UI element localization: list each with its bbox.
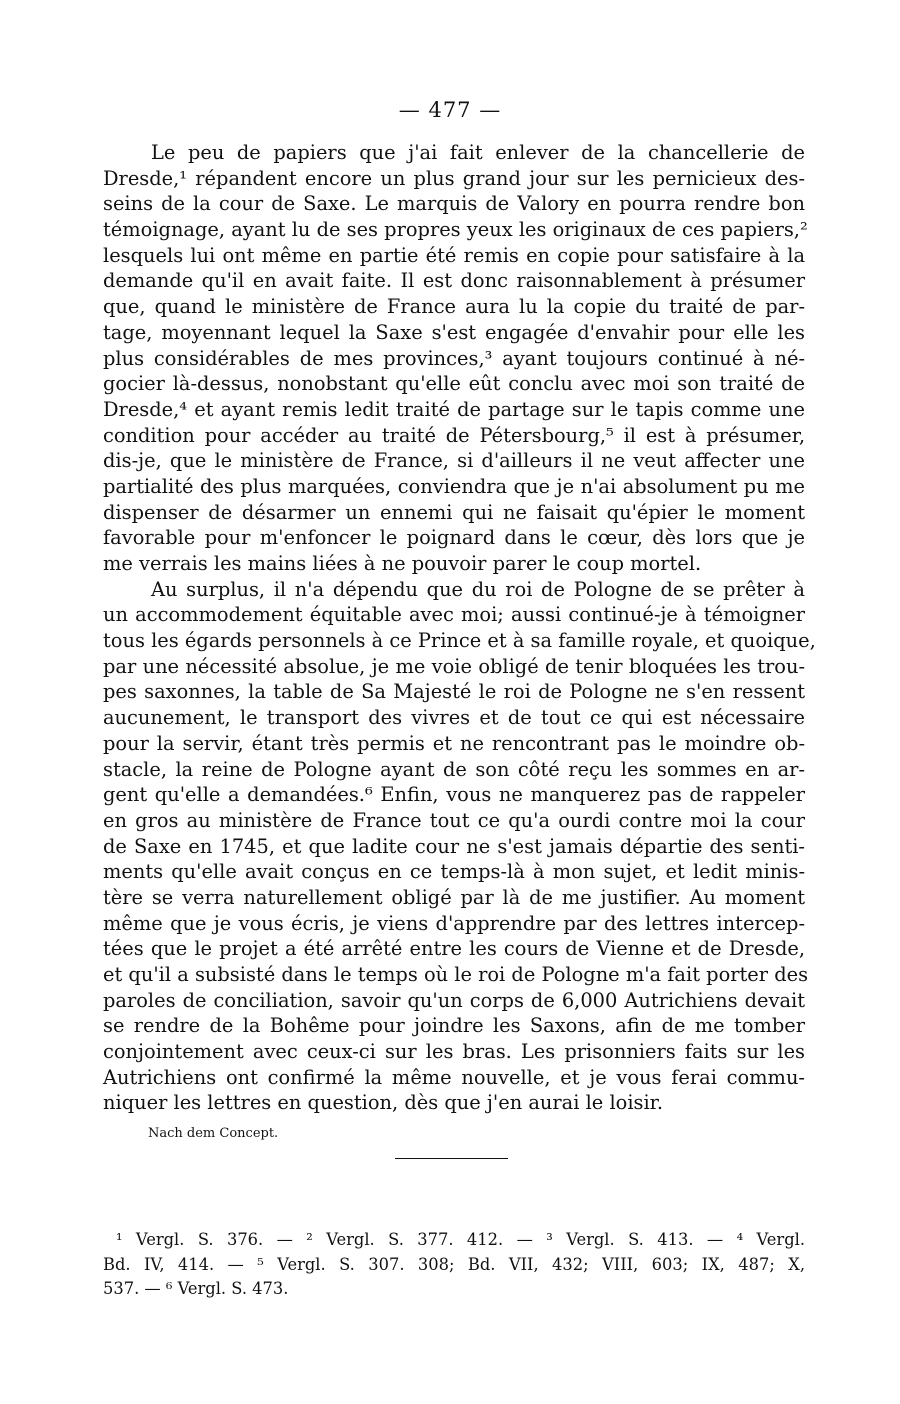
text-line: tère se verra naturellement obligé par là de me justifier. Au moment [103, 885, 805, 909]
text-line: plus considérables de mes provinces,³ ayant toujours continué à né- [103, 346, 805, 370]
text-line: en gros au ministère de France tout ce qu'a ourdi contre moi la cour [103, 808, 805, 832]
text-line: niquer les lettres en question, dès que j'en aurai le loisir. [103, 1091, 663, 1115]
text-line: conjointement avec ceux-ci sur les bras. Les prisonniers faits sur les [103, 1040, 805, 1064]
text-line: aucunement, le transport des vivres et de tout ce qui est nécessaire [103, 706, 805, 730]
text-line: tées que le projet a été arrêté entre les cours de Vienne et de Dresde, [103, 937, 805, 961]
text-line: témoignage, ayant lu de ses propres yeux les originaux de ces papiers,² [103, 218, 808, 242]
text-line: Le peu de papiers que j'ai fait enlever de la chancellerie de [151, 141, 805, 164]
text-line: tous les égards personnels à ce Prince et à sa famille royale, et quoique, [103, 629, 816, 653]
text-line: dispenser de désarmer un ennemi qui ne faisait qu'épier le moment [103, 500, 805, 524]
text-line: pour la servir, étant très permis et ne rencontrant pas le moindre ob- [103, 731, 805, 755]
text-line: gent qu'elle a demandées.⁶ Enfin, vous ne manquerez pas de rappeler [103, 783, 805, 807]
text-line: tage, moyennant lequel la Saxe s'est engagée d'envahir pour elle les [103, 320, 805, 344]
text-line: dis-je, que le ministère de France, si d'ailleurs il ne veut affecter une [103, 449, 805, 473]
text-line: de Saxe en 1745, et que ladite cour ne s'est jamais départie des senti- [103, 834, 805, 858]
text-line: et qu'il a subsisté dans le temps où le roi de Pologne m'a fait porter des [103, 963, 809, 986]
text-line: stacle, la reine de Pologne ayant de son côté reçu les sommes en ar- [103, 757, 805, 781]
text-line: seins de la cour de Saxe. Le marquis de Valory en pourra rendre bon [103, 192, 805, 216]
body-text [103, 140, 816, 1116]
text-line: Dresde,¹ répandent encore un plus grand jour sur les pernicieux des- [103, 166, 805, 190]
text-line: demande qu'il en avait faite. Il est donc raisonnablement à présumer [103, 269, 805, 293]
text-line: favorable pour m'enfoncer le poignard dans le cœur, dès lors que je [103, 526, 805, 550]
footnote-line: 537. — ⁶ Vergl. S. 473. [103, 1279, 289, 1298]
text-line: que, quand le ministère de France aura lu la copie du traité de par- [103, 295, 805, 319]
text-line: même que je vous écris, je viens d'apprendre par des lettres intercep- [103, 911, 805, 935]
text-line: partialité des plus marquées, conviendra que je n'ai absolument pu me [103, 474, 805, 498]
text-line: paroles de conciliation, savoir qu'un corps de 6,000 Autrichiens devait [103, 988, 805, 1012]
separator-rule [395, 1158, 508, 1159]
text-line: me verrais les mains liées à ne pouvoir parer le coup mortel. [103, 552, 702, 575]
text-line: Autrichiens ont confirmé la même nouvelle, et je vous ferai commu- [103, 1065, 805, 1089]
text-line: Dresde,⁴ et ayant remis ledit traité de partage sur le tapis comme une [103, 397, 805, 421]
text-line: se rendre de la Bohême pour joindre les Saxons, afin de me tomber [103, 1014, 805, 1038]
footnote-line: ¹ Vergl. S. 376. — ² Vergl. S. 377. 412. — ³ Vergl. S. 413. — ⁴ Vergl. [116, 1230, 805, 1249]
paragraph-1 [103, 140, 808, 577]
text-line: ments qu'elle avait conçus en ce temps-là à mon sujet, et ledit minis- [103, 860, 805, 884]
text-line: condition pour accéder au traité de Pétersbourg,⁵ il est à présumer, [103, 423, 805, 447]
text-line: par une nécessité absolue, je me voie obligé de tenir bloquées les trou- [103, 654, 805, 678]
page-number: — 477 — [398, 98, 502, 122]
text-line: gocier là-dessus, nonobstant qu'elle eût conclu avec moi son traité de [103, 372, 805, 396]
paragraph-2 [103, 577, 816, 1116]
text-line: Au surplus, il n'a dépendu que du roi de Pologne de se prêter à [151, 577, 805, 601]
footnotes [103, 1228, 805, 1302]
text-line: lesquels lui ont même en partie été remis en copie pour satisfaire à la [103, 243, 805, 267]
text-line: pes saxonnes, la table de Sa Majesté le roi de Pologne ne s'en ressent [103, 680, 805, 704]
footnote-line: Bd. IV, 414. — ⁵ Vergl. S. 307. 308; Bd. VII, 432; VIII, 603; IX, 487; X, [103, 1254, 805, 1274]
text-line: un accommodement équitable avec moi; aussi continué-je à témoigner [103, 603, 805, 627]
source-note: Nach dem Concept. [148, 1126, 279, 1141]
